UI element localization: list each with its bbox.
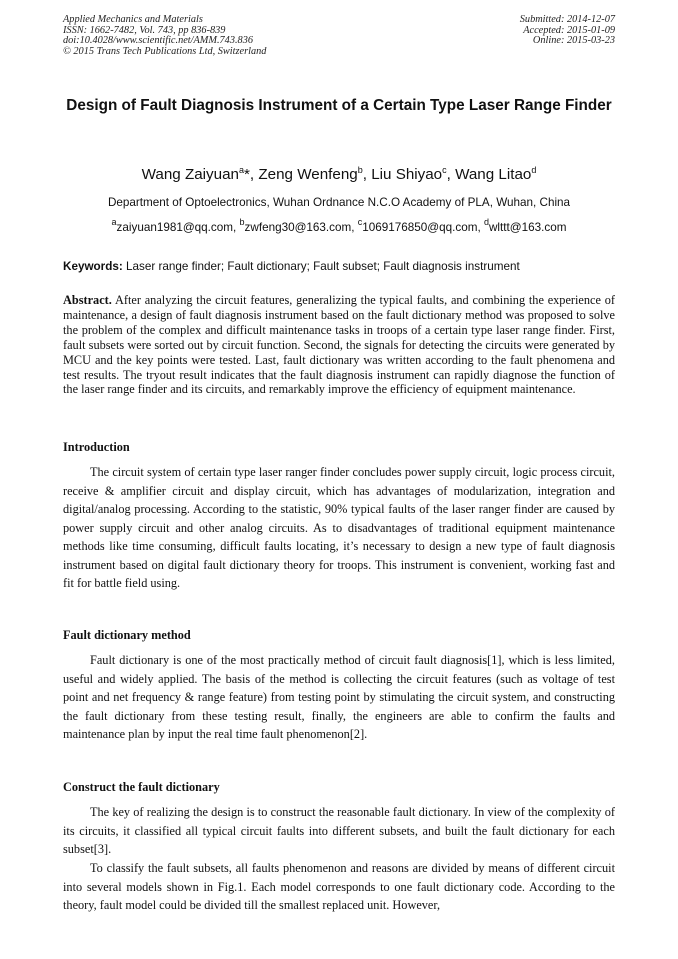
- journal-issn: ISSN: 1662-7482, Vol. 743, pp 836-839: [63, 24, 226, 36]
- author-affil-mark: c: [442, 165, 447, 175]
- author-name: Zeng Wenfeng: [258, 166, 358, 183]
- author-name: Liu Shiyao: [371, 166, 443, 183]
- email-address[interactable]: zwfeng30@163.com: [244, 221, 352, 234]
- email-address[interactable]: 1069176850@qq.com: [362, 221, 478, 234]
- journal-doi: doi:10.4028/www.scientific.net/AMM.743.836: [63, 35, 253, 47]
- accepted-date: Accepted: 2015-01-09: [523, 24, 615, 36]
- keywords-label: Keywords:: [63, 260, 123, 273]
- paragraph: Fault dictionary is one of the most practically method of circuit fault diagnosis[1], which is less limited, useful and widely applied. The basis of the method is collecting the circuit features (such as voltage of test point and net frequency & range feature) from testing point by stimulating the circuit system, and constructing the fault dictionary from these testing result, finally, the engineers are able to confirm the faults and maintenance plan by input the real time fault phenomenon[2].: [63, 653, 615, 741]
- journal-name: Applied Mechanics and Materials: [63, 14, 203, 25]
- abstract-text: After analyzing the circuit features, generalizing the typical faults, and combining the experience of maintenance, a design of fault diagnosis instrument based on the fault dictionary method was proposed to solve the problem of the complex and difficult maintenance tasks in troops of a certain type laser range finder. First, fault subsets were sorted out by circuit function. Second, the signals for detecting the circuits were generated by MCU and the key points were tested. Last, fault dictionary was written according to the fault phenomena and test results. The tryout result indicates that the fault diagnosis instrument can rapidly diagnose the function of the laser range finder and its circuits, and remarkably improve the efficiency of equipment maintenance.: [63, 293, 615, 397]
- section-heading-introduction: Introduction: [63, 440, 130, 454]
- keywords-text: Laser range finder; Fault dictionary; Fault subset; Fault diagnosis instrument: [126, 260, 520, 273]
- author-name: Wang Litao: [455, 166, 532, 183]
- journal-info: [63, 15, 266, 57]
- submitted-date: Submitted: 2014-12-07: [519, 14, 615, 25]
- author-affil-mark: a: [238, 165, 244, 175]
- corresponding-mark: *: [244, 166, 250, 183]
- author-affil-mark: b: [357, 165, 363, 175]
- abstract: [63, 293, 615, 397]
- email-list: $^a$zaiyuan1981@qq.com, $^b$zwfeng30@163.com, $^c$1069176850@qq.com, $^d$wlttt@163.com: [111, 217, 567, 234]
- affiliation: Department of Optoelectronics, Wuhan Ordnance N.C.O Academy of PLA, Wuhan, China: [107, 196, 571, 209]
- submission-dates: [520, 15, 615, 47]
- journal-copyright: © 2015 Trans Tech Publications Ltd, Switzerland: [63, 45, 267, 57]
- paragraph: To classify the fault subsets, all faults phenomenon and reasons are divided by means of different circuit into several models shown in Fig.1. Each model corresponds to one fault dictionary code. According to the theory, fault model could be divided till the smallest replaced unit. However,: [63, 861, 615, 912]
- paragraph: The key of realizing the design is to construct the reasonable fault dictionary. In view of the complexity of its circuits, it classified all typical circuit faults into different subsets, and built the fault dictionary for each subset[3].: [63, 805, 615, 856]
- online-date: Online: 2015-03-23: [532, 35, 615, 47]
- keywords: [63, 259, 615, 275]
- email-address[interactable]: zaiyuan1981@qq.com: [116, 221, 234, 234]
- paper-title: Design of Fault Diagnosis Instrument of a Certain Type Laser Range Finder: [66, 97, 612, 114]
- section-heading-construct: Construct the fault dictionary: [63, 780, 220, 794]
- email-address[interactable]: wlttt@163.com: [488, 221, 567, 234]
- author-name: Wang Zaiyuan: [141, 166, 239, 183]
- paragraph: The circuit system of certain type laser ranger finder concludes power supply circuit, logic process circuit, receive & amplifier circuit and display circuit, which has advantages of modularization, integration and digital/analog processing. According to the statistic, 90% typical faults of the laser ranger finder are caused by power supply circuit and other analog circuits. As to disadvantages of traditional equipment maintenance methods like time consuming, difficult faults locating, it’s necessary to design a new type of fault diagnosis instrument based on digital fault dictionary theory for troops. This instrument is convenient, working fast and fit for battle field using.: [63, 465, 615, 590]
- author-list: Wang Zaiyuan$^a$*, Zeng Wenfeng$^b$, Liu Shiyao$^c$, Wang Litao$^d$: [141, 165, 537, 183]
- abstract-label: Abstract.: [63, 293, 112, 307]
- author-affil-mark: d: [531, 165, 537, 175]
- section-heading-fault-dictionary-method: Fault dictionary method: [63, 628, 191, 642]
